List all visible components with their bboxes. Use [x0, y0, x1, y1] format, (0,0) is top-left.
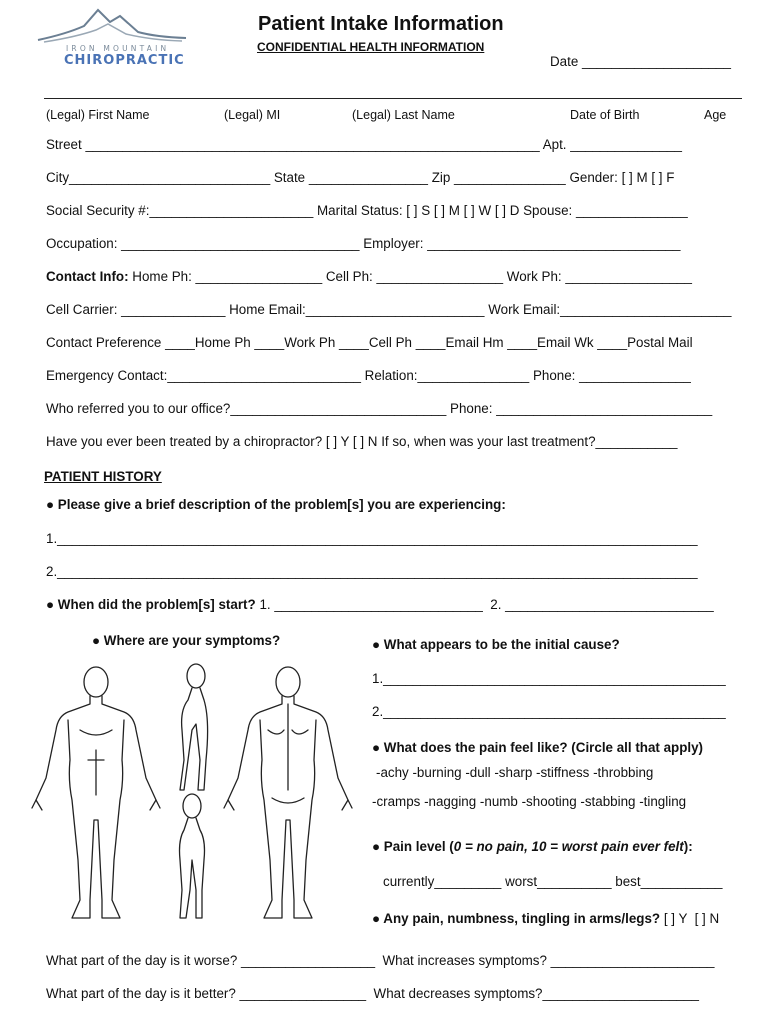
mi-label: (Legal) MI — [224, 108, 281, 122]
last-name-label: (Legal) Last Name — [352, 108, 455, 122]
contact-info-label: Contact Info: — [46, 269, 129, 284]
page-subtitle: CONFIDENTIAL HEALTH INFORMATION — [257, 40, 485, 54]
initial-cause-question: ● What appears to be the initial cause? — [372, 637, 620, 652]
logo-top-text: IRON MOUNTAIN — [66, 44, 170, 53]
arms-legs-answer[interactable]: [ ] Y [ ] N — [660, 911, 720, 926]
referral-field[interactable]: Who referred you to our office?_____________________________ Phone: _____________________________ — [46, 401, 713, 416]
street-field[interactable]: Street _____________________________________________________________ Apt. _______________ — [46, 137, 682, 152]
pain-level-scale: 0 = no pain, 10 = worst pain ever felt — [453, 839, 684, 854]
better-time-field[interactable]: What part of the day is it better? _________________ What decreases symptoms?_____________________ — [46, 986, 699, 1001]
worse-time-field[interactable]: What part of the day is it worse? __________________ What increases symptoms? ______________________ — [46, 953, 715, 968]
pain-feel-options-1[interactable]: -achy -burning -dull -sharp -stiffness -throbbing — [376, 765, 654, 780]
arms-legs-row[interactable] — [372, 911, 719, 927]
problem-description-question: ● Please give a brief description of the problem[s] you are experiencing: — [46, 497, 506, 512]
contact-preference-field[interactable]: Contact Preference ____Home Ph ____Work Ph ____Cell Ph ____Email Hm ____Email Wk ____Postal Mail — [46, 335, 693, 350]
symptoms-location-question: ● Where are your symptoms? — [92, 633, 281, 648]
emergency-contact-field[interactable]: Emergency Contact:__________________________ Relation:_______________ Phone: _______________ — [46, 368, 691, 383]
pain-level-label-c: ): — [683, 839, 693, 854]
side-body-figure-right[interactable] — [180, 664, 208, 790]
clinic-logo — [36, 4, 188, 66]
first-name-label: (Legal) First Name — [46, 108, 150, 122]
pain-level-question — [372, 839, 693, 855]
body-diagram[interactable] — [28, 660, 368, 930]
problem-start-question: ● When did the problem[s] start? — [46, 597, 256, 612]
age-label: Age — [704, 108, 727, 122]
pain-feel-question: ● What does the pain feel like? (Circle all that apply) — [372, 740, 704, 755]
back-body-figure[interactable] — [224, 667, 352, 918]
date-field[interactable]: Date ____________________ — [550, 54, 731, 69]
arms-legs-question: ● Any pain, numbness, tingling in arms/legs? — [372, 911, 661, 926]
chiropractor-history-field[interactable]: Have you ever been treated by a chiropractor? [ ] Y [ ] N If so, when was your last treatment?___________ — [46, 434, 678, 449]
name-line[interactable] — [44, 98, 742, 99]
logo-main-text: CHIROPRACTIC — [64, 53, 185, 68]
patient-history-heading: PATIENT HISTORY — [44, 469, 162, 484]
pain-level-label-a: ● Pain level ( — [372, 839, 454, 854]
problem-start-blanks[interactable]: 1. ____________________________ 2. ____________________________ — [259, 597, 714, 612]
cell-carrier-field[interactable]: Cell Carrier: ______________ Home Email:________________________ Work Email:_______________________ — [46, 302, 732, 317]
mountain-logo-icon — [36, 4, 188, 44]
initial-cause-2[interactable]: 2.______________________________________________ — [372, 704, 726, 719]
city-field[interactable]: City___________________________ State ________________ Zip _______________ Gender: [ ] M [ ] F — [46, 170, 675, 185]
pain-level-fields[interactable]: currently_________ worst__________ best___________ — [383, 874, 723, 889]
pain-feel-options-2[interactable]: -cramps -nagging -numb -shooting -stabbing -tingling — [372, 794, 687, 809]
ssn-field[interactable]: Social Security #:______________________ Marital Status: [ ] S [ ] M [ ] W [ ] D Spouse: _______________ — [46, 203, 688, 218]
problem-start-row[interactable] — [46, 597, 714, 613]
page-title: Patient Intake Information — [258, 13, 504, 35]
side-body-figure-left[interactable] — [180, 794, 205, 918]
problem-description-2[interactable]: 2.______________________________________________________________________________________ — [46, 564, 698, 579]
occupation-field[interactable]: Occupation: ________________________________ Employer: __________________________________ — [46, 236, 681, 251]
front-body-figure[interactable] — [32, 667, 160, 918]
problem-description-1[interactable]: 1.______________________________________________________________________________________ — [46, 531, 698, 546]
contact-info-row[interactable] — [46, 269, 692, 285]
dob-label: Date of Birth — [570, 108, 640, 122]
contact-phones[interactable]: Home Ph: _________________ Cell Ph: _________________ Work Ph: _________________ — [132, 269, 692, 284]
initial-cause-1[interactable]: 1.______________________________________________ — [372, 671, 726, 686]
